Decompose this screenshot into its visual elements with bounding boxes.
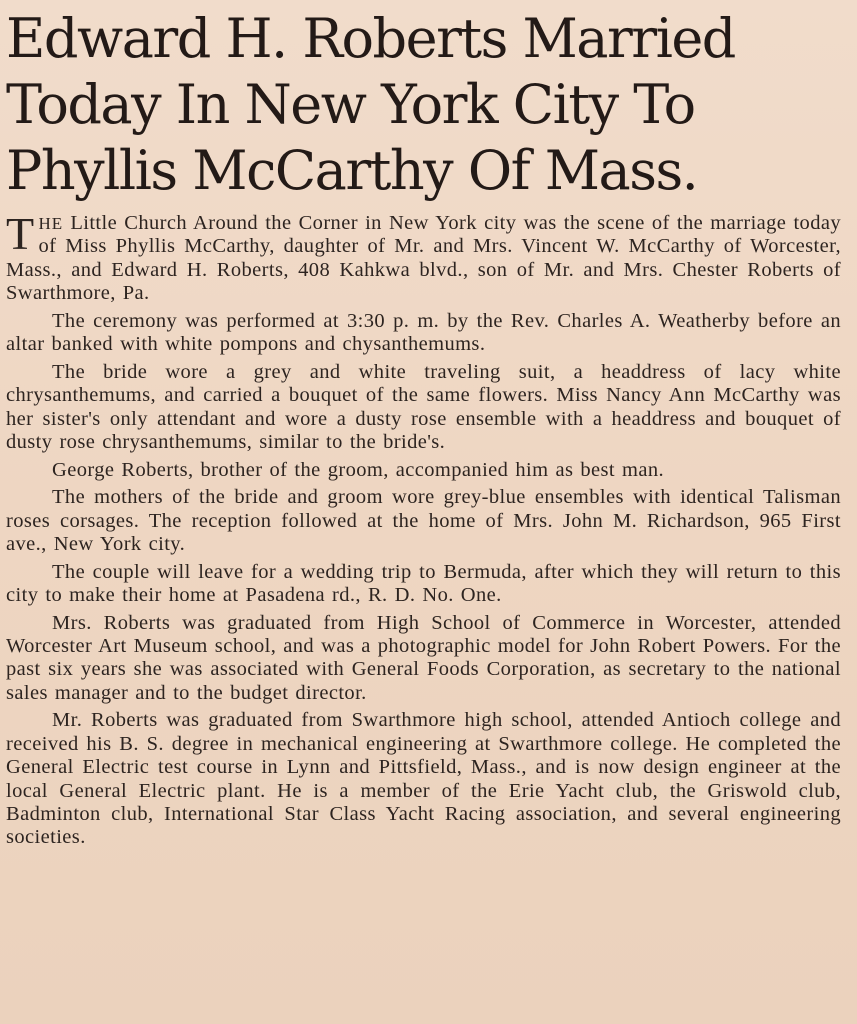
headline-line-2: Today In New York City To xyxy=(6,73,695,136)
headline-line-3: Phyllis McCarthy Of Mass. xyxy=(6,139,698,202)
article-paragraph: Mr. Roberts was graduated from Swarthmore high school, attended Antioch college and received his B. S. degree in mechanical engineering at Swarthmore college. He completed the General Electric test course in Lynn and Pittsfield, Mass., and is now design engineer at the local General Electric plant. He is a member of the Erie Yacht club, the Griswold club, Badminton club, International Star Class Yacht Racing association, and several engineering societies. xyxy=(6,709,841,849)
headline xyxy=(6,6,841,204)
lead-caps: HE xyxy=(38,214,64,233)
article-paragraph: Mrs. Roberts was graduated from High School of Commerce in Worcester, attended Worcester Art Museum school, and was a photographic model for John Robert Powers. For the past six years she was associated with General Foods Corporation, as secretary to the national sales manager and to the budget director. xyxy=(6,611,841,704)
article-paragraph: The ceremony was performed at 3:30 p. m. by the Rev. Charles A. Weatherby before an altar banked with white pompons and chysanthemums. xyxy=(6,309,841,356)
article-paragraph: The bride wore a grey and white traveling suit, a headdress of lacy white chrysanthemums, and carried a bouquet of the same flowers. Miss Nancy Ann McCarthy was her sister's only attendant and wore a dusty rose ensemble with a headdress and bouquet of dusty rose chrysanthemums, similar to the bride's. xyxy=(6,360,841,454)
article-paragraph xyxy=(6,208,841,306)
article-paragraph: The couple will leave for a wedding trip to Bermuda, after which they will return to this city to make their home at Pasadena rd., R. D. No. One. xyxy=(6,560,841,607)
article-body xyxy=(6,208,841,850)
article-paragraph: George Roberts, brother of the groom, accompanied him as best man. xyxy=(52,458,665,481)
drop-cap: T xyxy=(6,208,35,259)
headline-line-1: Edward H. Roberts Married xyxy=(6,7,735,70)
paragraph-text: Little Church Around the Corner in New York city was the scene of the marriage today of Miss Phyllis McCarthy, daughter of Mr. and Mrs. Vincent W. McCarthy of Worcester, Mass., and Edward H. Roberts, 408 Kahkwa blvd., son of Mr. and Mrs. Chester Roberts of Swarthmore, Pa. xyxy=(6,212,841,305)
article-paragraph: The mothers of the bride and groom wore grey-blue ensembles with identical Talisman roses corsages. The reception followed at the home of Mrs. John M. Richardson, 965 First ave., New York city. xyxy=(6,486,841,556)
